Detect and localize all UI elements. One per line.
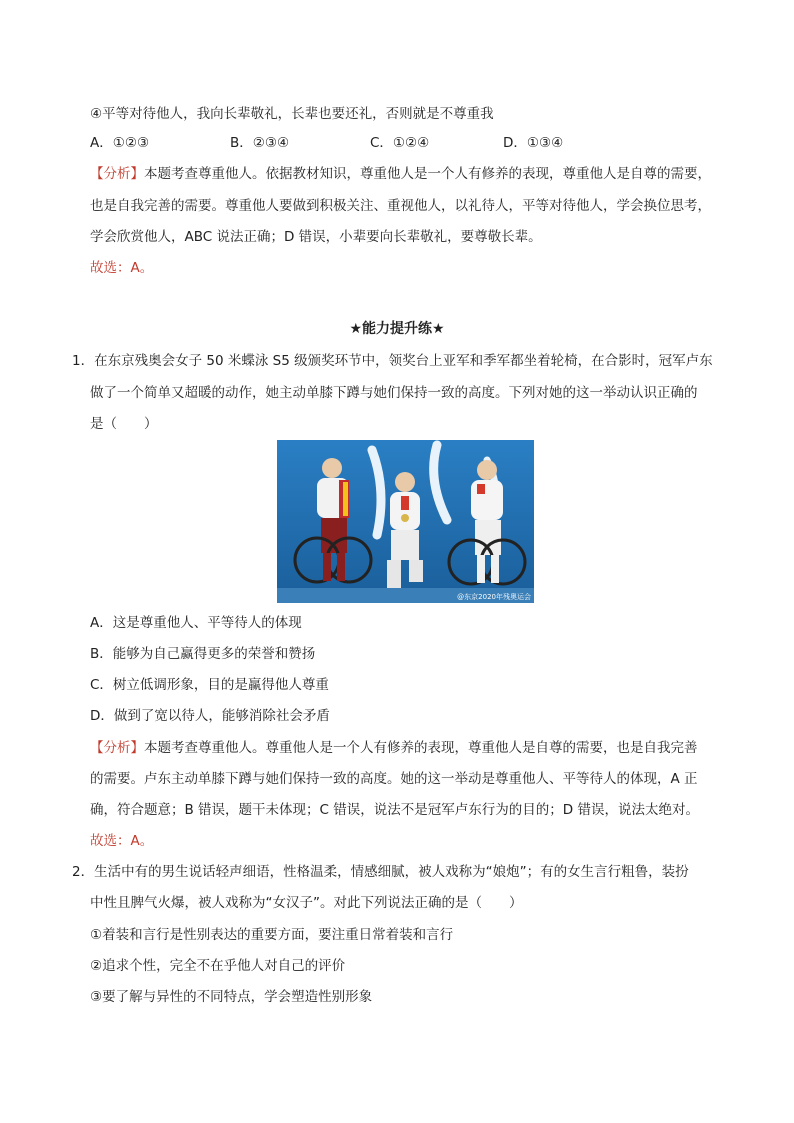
q2-stem-line-2: 中性且脾气火爆，被人戏称为“女汉子”。对此下列说法正确的是（ ） xyxy=(90,895,523,911)
option-c: C．①②④ xyxy=(370,135,430,151)
q2-item-2: ②追求个性，完全不在乎他人对自己的评价 xyxy=(90,958,346,974)
q1-option-c: C．树立低调形象，目的是赢得他人尊重 xyxy=(90,677,329,693)
option-a: A．①②③ xyxy=(90,135,150,151)
q1-option-b: B．能够为自己赢得更多的荣誉和赞扬 xyxy=(90,646,316,662)
q2-item-1: ①着装和言行是性别表达的重要方面，要注重日常着装和言行 xyxy=(90,927,454,943)
q1-analysis-line-1 xyxy=(90,738,698,758)
photo-illustration xyxy=(277,440,534,603)
answer-line: 故选：A。 xyxy=(90,260,154,276)
option-d: D．①③④ xyxy=(503,135,564,151)
q1-stem-line-2: 做了一个简单又超暖的动作，她主动单膝下蹲与她们保持一致的高度。下列对她的这一举动认识正确的 xyxy=(90,385,698,401)
q1-stem-line-3: 是（ ） xyxy=(90,416,158,432)
analysis-line-1 xyxy=(90,164,711,184)
award-ceremony-photo xyxy=(277,440,534,603)
section-title: ★能力提升练★ xyxy=(349,321,445,337)
answer-options-row xyxy=(90,133,563,153)
q2-item-3: ③要了解与异性的不同特点，学会塑造性别形象 xyxy=(90,989,373,1005)
analysis-tag: 【分析】 xyxy=(90,740,144,756)
question-item-4: ④平等对待他人，我向长辈敬礼，长辈也要还礼，否则就是不尊重我 xyxy=(90,106,494,122)
q1-answer-line: 故选：A。 xyxy=(90,833,154,849)
analysis-text: 本题考查尊重他人。尊重他人是一个人有修养的表现，尊重他人是自尊的需要，也是自我完善 xyxy=(144,740,698,756)
option-b: B．②③④ xyxy=(230,135,290,151)
analysis-text: 本题考查尊重他人。依据教材知识，尊重他人是一个人有修养的表现，尊重他人是自尊的需要， xyxy=(144,166,711,182)
q1-analysis-line-3: 确，符合题意；B 错误，题干未体现；C 错误，说法不是冠军卢东行为的目的；D 错误，说法太绝对。 xyxy=(90,802,699,818)
q1-analysis-line-2: 的需要。卢东主动单膝下蹲与她们保持一致的高度。她的这一举动是尊重他人、平等待人的体现，A 正 xyxy=(90,771,698,787)
q2-stem-line-1: 2．生活中有的男生说话轻声细语，性格温柔，情感细腻，被人戏称为“娘炮”；有的女生言行粗鲁，装扮 xyxy=(72,864,689,880)
q1-stem-line-1: 1．在东京残奥会女子 50 米蝶泳 S5 级颁奖环节中，领奖台上亚军和季军都坐着轮椅，在合影时，冠军卢东 xyxy=(72,353,713,369)
q1-option-d: D．做到了宽以待人，能够消除社会矛盾 xyxy=(90,708,330,724)
q1-option-a: A．这是尊重他人、平等待人的体现 xyxy=(90,615,302,631)
analysis-line-2: 也是自我完善的需要。尊重他人要做到积极关注、重视他人，以礼待人，平等对待他人，学会换位思考， xyxy=(90,198,711,214)
analysis-line-3: 学会欣赏他人，ABC 说法正确；D 错误，小辈要向长辈敬礼，要尊敬长辈。 xyxy=(90,229,542,245)
photo-watermark: @东京2020年残奥运会 xyxy=(457,593,531,601)
analysis-tag: 【分析】 xyxy=(90,166,144,182)
